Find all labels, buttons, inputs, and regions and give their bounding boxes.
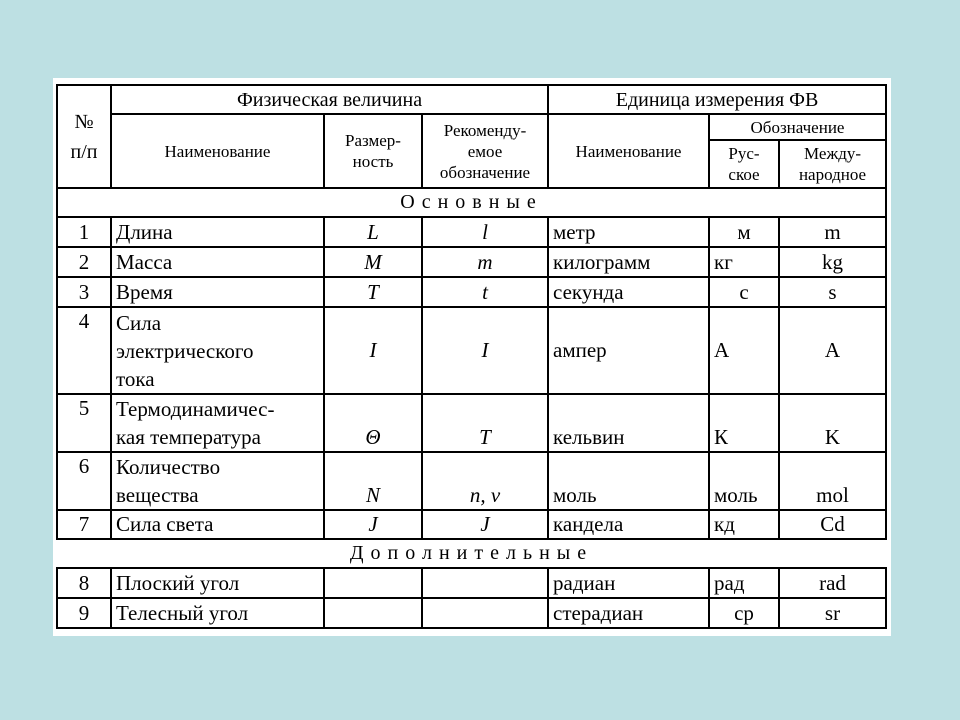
table-row bbox=[57, 510, 886, 539]
dimension-symbol: I bbox=[324, 307, 422, 394]
recommended-symbol: n, ν bbox=[422, 452, 548, 510]
dimension-symbol: M bbox=[324, 247, 422, 277]
header-unit: Единица измерения ФВ bbox=[548, 85, 886, 114]
recommended-symbol: t bbox=[422, 277, 548, 307]
quantity-name: Количество вещества bbox=[111, 452, 324, 510]
unit-russian: м bbox=[709, 217, 779, 247]
table-row bbox=[57, 277, 886, 307]
dimension-symbol bbox=[324, 598, 422, 628]
header-international: Между- народное bbox=[779, 140, 886, 188]
header-designation: Обозначение bbox=[709, 114, 886, 140]
unit-international: sr bbox=[779, 598, 886, 628]
dimension-symbol: T bbox=[324, 277, 422, 307]
unit-international: kg bbox=[779, 247, 886, 277]
table-row bbox=[57, 247, 886, 277]
table-row bbox=[57, 394, 886, 452]
quantity-name: Длина bbox=[111, 217, 324, 247]
unit-russian: моль bbox=[709, 452, 779, 510]
recommended-symbol bbox=[422, 598, 548, 628]
unit-international: A bbox=[779, 307, 886, 394]
section-additional: Дополнительные bbox=[349, 542, 594, 564]
unit-russian: А bbox=[709, 307, 779, 394]
row-number: 4 bbox=[57, 307, 111, 394]
unit-russian: кг bbox=[709, 247, 779, 277]
quantity-name: Сила света bbox=[111, 510, 324, 539]
row-number: 1 bbox=[57, 217, 111, 247]
unit-name: метр bbox=[548, 217, 709, 247]
table-row bbox=[57, 598, 886, 628]
section-basic: Основные bbox=[57, 188, 886, 217]
recommended-symbol: J bbox=[422, 510, 548, 539]
recommended-symbol: m bbox=[422, 247, 548, 277]
unit-russian: К bbox=[709, 394, 779, 452]
quantity-name: Плоский угол bbox=[111, 568, 324, 598]
dimension-symbol bbox=[324, 568, 422, 598]
unit-name: моль bbox=[548, 452, 709, 510]
unit-name: стерадиан bbox=[548, 598, 709, 628]
dimension-symbol: J bbox=[324, 510, 422, 539]
table-row bbox=[57, 217, 886, 247]
dimension-symbol: Θ bbox=[324, 394, 422, 452]
row-number: 3 bbox=[57, 277, 111, 307]
unit-international: m bbox=[779, 217, 886, 247]
unit-name: кельвин bbox=[548, 394, 709, 452]
header-recommended: Рекоменду- емое обозначение bbox=[422, 114, 548, 188]
unit-name: секунда bbox=[548, 277, 709, 307]
quantity-name: Сила электрического тока bbox=[111, 307, 324, 394]
unit-russian: рад bbox=[709, 568, 779, 598]
header-dimension: Размер- ность bbox=[324, 114, 422, 188]
header-number: № п/п bbox=[57, 85, 111, 188]
unit-international: K bbox=[779, 394, 886, 452]
header-unit-name: Наименование bbox=[548, 114, 709, 188]
row-number: 6 bbox=[57, 452, 111, 510]
table-row bbox=[57, 568, 886, 598]
header-russian: Рус- ское bbox=[709, 140, 779, 188]
unit-russian: ср bbox=[709, 598, 779, 628]
header-physical-quantity: Физическая величина bbox=[111, 85, 548, 114]
unit-international: rad bbox=[779, 568, 886, 598]
unit-name: килограмм bbox=[548, 247, 709, 277]
si-units-table bbox=[56, 84, 887, 629]
dimension-symbol: N bbox=[324, 452, 422, 510]
row-number: 8 bbox=[57, 568, 111, 598]
unit-international: mol bbox=[779, 452, 886, 510]
unit-international: Cd bbox=[779, 510, 886, 539]
unit-name: кандела bbox=[548, 510, 709, 539]
unit-russian: кд bbox=[709, 510, 779, 539]
unit-name: ампер bbox=[548, 307, 709, 394]
header-quantity-name: Наименование bbox=[111, 114, 324, 188]
dimension-symbol: L bbox=[324, 217, 422, 247]
table-row bbox=[57, 452, 886, 510]
recommended-symbol bbox=[422, 568, 548, 598]
recommended-symbol: T bbox=[422, 394, 548, 452]
row-number: 5 bbox=[57, 394, 111, 452]
unit-international: s bbox=[779, 277, 886, 307]
quantity-name: Телесный угол bbox=[111, 598, 324, 628]
recommended-symbol: l bbox=[422, 217, 548, 247]
row-number: 7 bbox=[57, 510, 111, 539]
quantity-name: Термодинамичес- кая температура bbox=[111, 394, 324, 452]
quantity-name: Время bbox=[111, 277, 324, 307]
recommended-symbol: I bbox=[422, 307, 548, 394]
row-number: 9 bbox=[57, 598, 111, 628]
row-number: 2 bbox=[57, 247, 111, 277]
table-row bbox=[57, 307, 886, 394]
quantity-name: Масса bbox=[111, 247, 324, 277]
unit-russian: с bbox=[709, 277, 779, 307]
unit-name: радиан bbox=[548, 568, 709, 598]
